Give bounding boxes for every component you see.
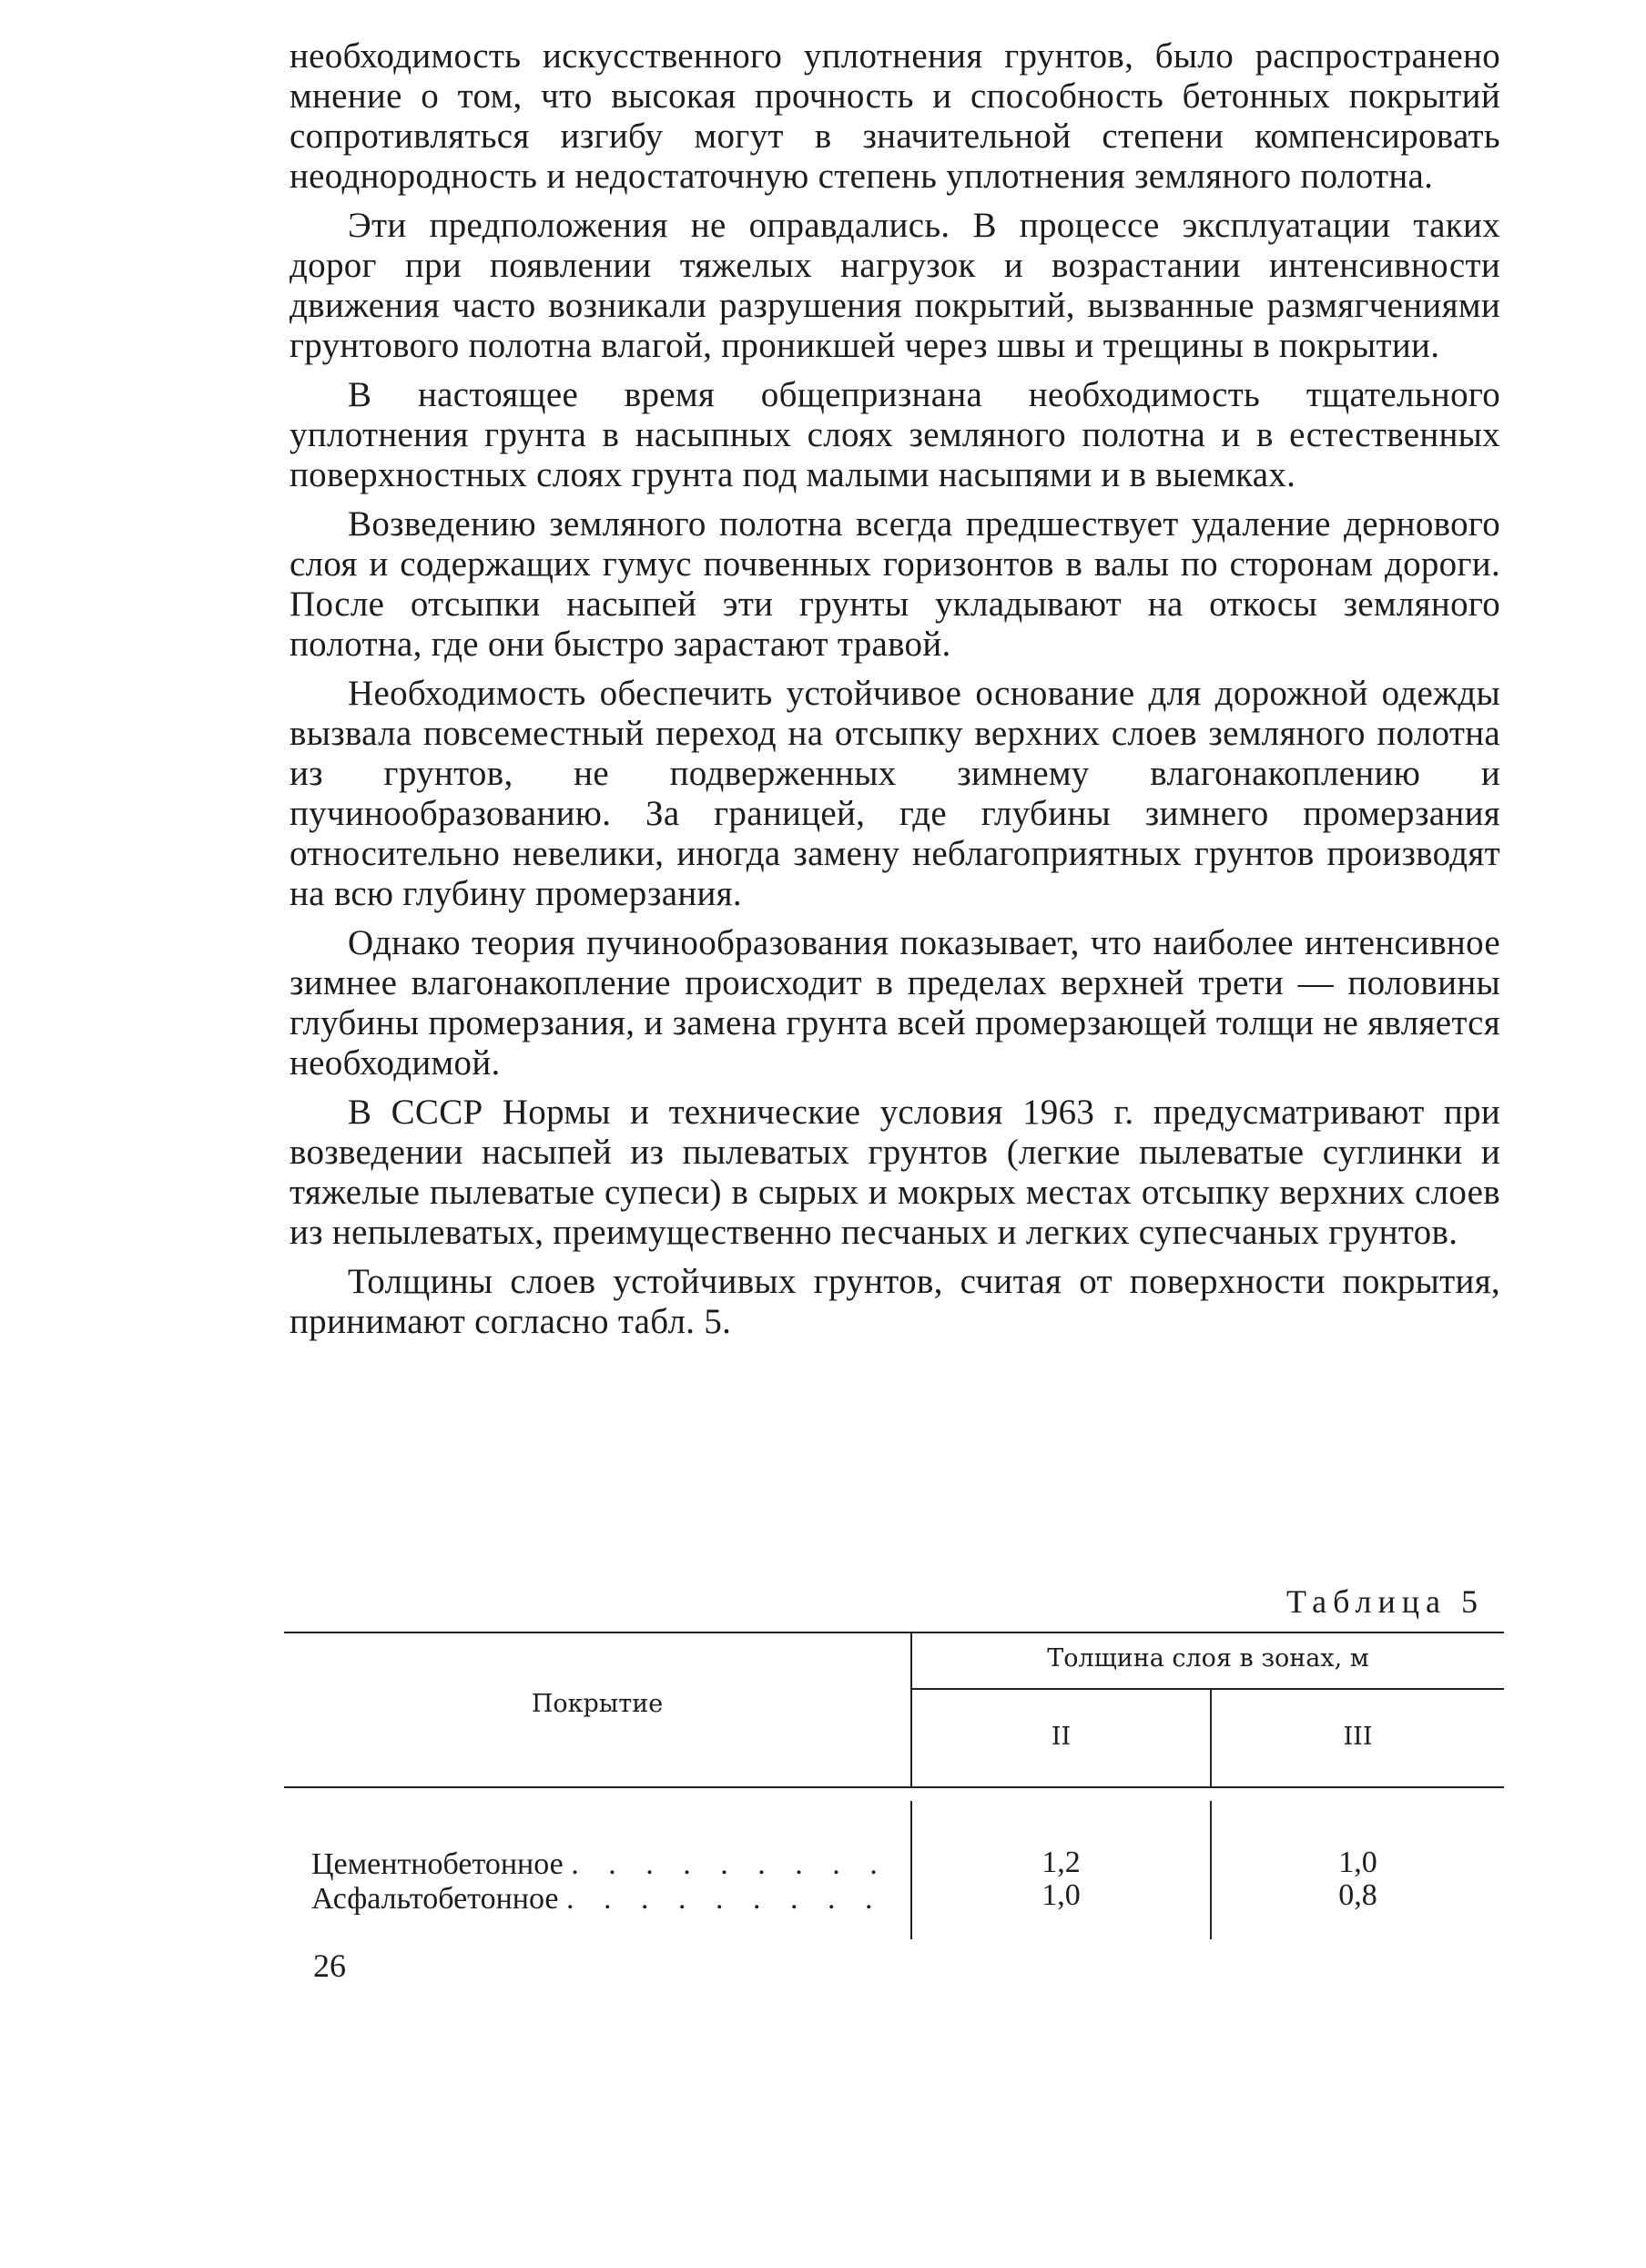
row-1-leader-dots: . . . . . . . . . [571,1848,889,1881]
table-row-2-zone-ii: 1,0 [1041,1878,1081,1912]
table-row-1-zone-ii: 1,2 [1041,1846,1081,1879]
paragraph-3: В настоящее время общепризнана необходимость тщательного уплотнения грунта в насыпных слоях земляного полотна и в естественных поверхностных слоях грунта под малыми насыпями и в выемках. [290,375,1500,494]
table-top-rule [284,1632,1504,1633]
table-row-2-coating [311,1883,903,1916]
header-layer-thickness: Толщина слоя в зонах, м [1047,1644,1369,1673]
table-row-1-coating [311,1848,903,1881]
body-text [290,36,1500,1342]
table-row-1-zone-iii: 1,0 [1338,1846,1377,1879]
header-zone-iii: III [1343,1723,1373,1751]
row-2-name: Асфальтобетонное [311,1883,559,1916]
paragraph-2: Эти предположения не оправдались. В процессе эксплуатации таких дорог при появлении тяжелых нагрузок и возрастании интенсивности движения часто возникали разрушения покрытий, вызванные размягчениями грунтового полотна влагой, проникшей через швы и трещины в покрытии. [290,206,1500,365]
table-header-bottom-rule [284,1786,1504,1788]
paragraph-4: Возведению земляного полотна всегда предшествует удаление дернового слоя и содержащих гумус почвенных горизонтов в валы по сторонам дороги. После отсыпки насыпей эти грунты укладывают на откосы земляного полотна, где они быстро зарастают травой. [290,504,1500,664]
row-1-name: Цементнобетонное [311,1848,564,1881]
header-coating: Покрытие [531,1690,664,1718]
paragraph-1: необходимость искусственного уплотнения грунтов, было распространено мнение о том, что высокая прочность и способность бетонных покрытий сопротивляться изгибу могут в значительной степени компенсировать неоднородность и недостаточную степень уплотнения земляного полотна. [290,36,1500,196]
table-subheader-rule [910,1688,1504,1690]
page-number: 26 [313,1948,346,1984]
paragraph-8: Толщины слоев устойчивых грунтов, считая от поверхности покрытия, принимают согласно табл. 5. [290,1262,1500,1341]
table-row-2-zone-iii: 0,8 [1338,1878,1377,1912]
paragraph-6: Однако теория пучинообразования показывает, что наиболее интенсивное зимнее влагонакопление происходит в пределах верхней трети — половины глубины промерзания, и замена грунта всей промерзающей толщи не является необходимой. [290,923,1500,1083]
paragraph-5: Необходимость обеспечить устойчивое основание для дорожной одежды вызвала повсеместный переход на отсыпку верхних слоев земляного полотна из грунтов, не подверженных зимнему влагонакоплению и пучинообразованию. За границей, где глубины зимнего промерзания относительно невелики, иногда замену неблагоприятных грунтов производят на всю глубину промерзания. [290,674,1500,913]
row-2-leader-dots: . . . . . . . . . [565,1883,884,1916]
table-caption: Таблица 5 [1286,1583,1484,1620]
header-zone-ii: II [1051,1723,1072,1751]
paragraph-7: В СССР Нормы и технические условия 1963 г. предусматривают при возведении насыпей из пылеватых грунтов (легкие пылеватые суглинки и тяжелые пылеватые супеси) в сырых и мокрых местах отсыпку верхних слоев из непылеватых, преимущественно песчаных и легких супесчаных грунтов. [290,1093,1500,1252]
thickness-table [284,1632,1504,1941]
